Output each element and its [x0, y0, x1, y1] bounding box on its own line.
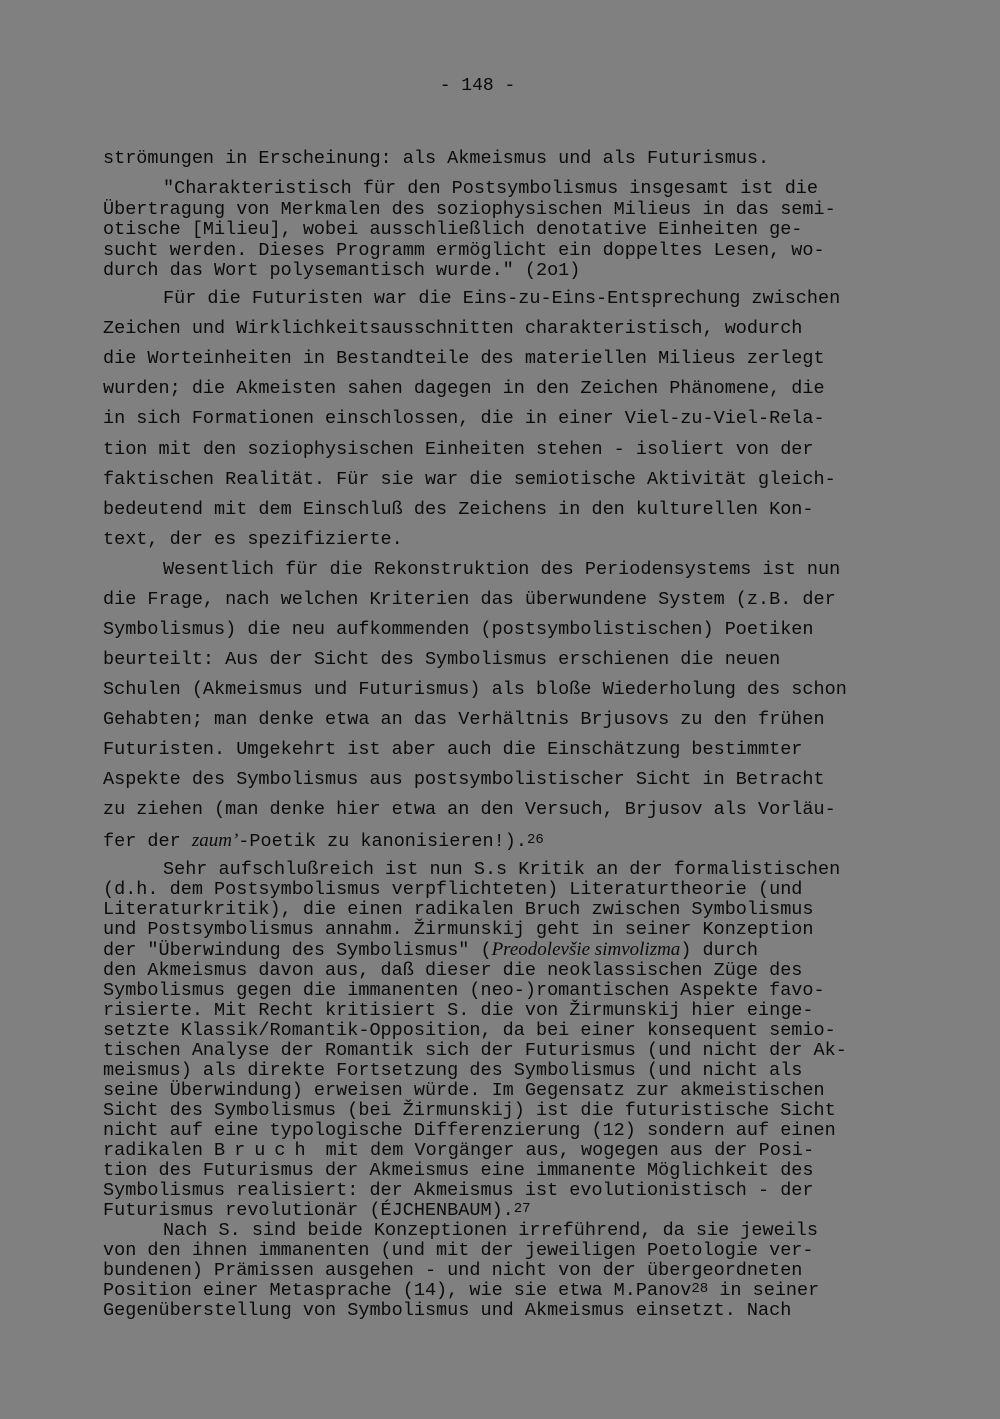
para3-line: den Akmeismus davon aus, daß dieser die neoklassischen Züge des: [103, 960, 803, 981]
para4-line: bundenen) Prämissen ausgehen - und nicht von der übergeordneten: [103, 1260, 803, 1281]
footnote-ref: 28: [691, 1281, 709, 1297]
para3-line: Symbolismus realisiert: der Akmeismus ist evolutionistisch - der: [103, 1180, 814, 1201]
page-number: - 148 -: [439, 76, 516, 96]
para4-panov-line: Position einer Metasprache (14), wie sie etwa M.Panov$^{28}$ in seiner: [103, 1280, 820, 1301]
footnote-ref: 26: [526, 832, 544, 848]
para3-line: Literaturkritik), die einen radikalen Bruch zwischen Symbolismus: [103, 899, 814, 920]
para3-line: tion des Futurismus der Akmeismus eine immanente Möglichkeit des: [103, 1160, 814, 1181]
para2-line: Futuristen. Umgekehrt ist aber auch die Einschätzung bestimmter: [103, 739, 803, 760]
quote-line: Übertragung von Merkmalen des soziophysischen Milieus in das semi-: [103, 199, 836, 220]
para2-line: Wesentlich für die Rekonstruktion des Periodensystems ist nun: [163, 559, 841, 580]
italic-term: zaum’: [191, 830, 239, 851]
para1-line: wurden; die Akmeisten sahen dagegen in den Zeichen Phänomene, die: [103, 378, 825, 399]
para1-line: Zeichen und Wirklichkeitsausschnitten charakteristisch, wodurch: [103, 318, 803, 339]
quote-line: sucht werden. Dieses Programm ermöglicht ein doppeltes Lesen, wo-: [103, 240, 825, 261]
para3-title-line: der "Überwindung des Symbolismus" (Preodolevšie simvolizma) durch: [103, 939, 759, 961]
para3-line: meismus) als direkte Fortsetzung des Symbolismus (und nicht als: [103, 1060, 803, 1081]
para3-line: risierte. Mit Recht kritisiert S. die von Žirmunskij hier einge-: [103, 1000, 814, 1021]
para3-bruch-line: radikalen Bruch mit dem Vorgänger aus, wogegen aus der Posi-: [103, 1140, 815, 1161]
para2-line: beurteilt: Aus der Sicht des Symbolismus erschienen die neuen: [103, 649, 781, 670]
para3-line: und Postsymbolismus annahm. Žirmunskij geht in seiner Konzeption: [103, 919, 814, 940]
para3-line: Symbolismus gegen die immanenten (neo-)romantischen Aspekte favo-: [103, 980, 825, 1001]
para3-line: setzte Klassik/Romantik-Opposition, da bei einer konsequent semio-: [103, 1020, 836, 1041]
para2-line: Symbolismus) die neu aufkommenden (postsymbolistischen) Poetiken: [103, 619, 814, 640]
para3-line: seine Überwindung) erweisen würde. Im Gegensatz zur akmeistischen: [103, 1080, 825, 1101]
para3-line: Sehr aufschlußreich ist nun S.s Kritik an der formalistischen: [163, 859, 841, 880]
para4-line: von den ihnen immanenten (und mit der jeweiligen Poetologie ver-: [103, 1240, 814, 1261]
quote-line: "Charakteristisch für den Postsymbolismus insgesamt ist die: [163, 178, 819, 199]
para4-line: Nach S. sind beide Konzeptionen irreführend, da sie jeweils: [163, 1220, 819, 1241]
para2-line: Schulen (Akmeismus und Futurismus) als bloße Wiederholung des schon: [103, 679, 847, 700]
para3-line: (d.h. dem Postsymbolismus verpflichteten) Literaturtheorie (und: [103, 879, 803, 900]
para4-line: Gegenüberstellung von Symbolismus und Akmeismus einsetzt. Nach: [103, 1300, 792, 1321]
para1-line: text, der es spezifizierte.: [103, 529, 403, 550]
para3-line: tischen Analyse der Romantik sich der Futurismus (und nicht der Ak-: [103, 1040, 847, 1061]
para3-line: Sicht des Symbolismus (bei Žirmunskij) ist die futuristische Sicht: [103, 1100, 836, 1121]
footnote-ref: 27: [513, 1201, 531, 1217]
para3-last-line: Futurismus revolutionär (ÉJCHENBAUM).$^{27}$: [103, 1200, 531, 1221]
spaced-emphasis: Bruch: [214, 1140, 315, 1161]
para3-line: nicht auf eine typologische Differenzierung (12) sondern auf einen: [103, 1120, 836, 1141]
para2-line: zu ziehen (man denke hier etwa an den Versuch, Brjusov als Vorläu-: [103, 799, 836, 820]
para1-line: faktischen Realität. Für sie war die semiotische Aktivität gleich-: [103, 469, 836, 490]
para1-line: die Worteinheiten in Bestandteile des materiellen Milieus zerlegt: [103, 348, 825, 369]
para1-line: tion mit den soziophysischen Einheiten stehen - isoliert von der: [103, 439, 814, 460]
intro-line: strömungen in Erscheinung: als Akmeismus und als Futurismus.: [103, 148, 770, 169]
para2-last-line: fer der zaum’-Poetik zu kanonisieren!).$^{26}$: [103, 830, 544, 852]
italic-title: Preodolevšie simvolizma: [491, 939, 681, 960]
quote-line: otische [Milieu], wobei ausschließlich denotative Einheiten ge-: [103, 219, 803, 240]
para1-line: in sich Formationen einschlossen, die in einer Viel-zu-Viel-Rela-: [103, 408, 825, 429]
para1-line: Für die Futuristen war die Eins-zu-Eins-Entsprechung zwischen: [163, 288, 841, 309]
quote-line: durch das Wort polysemantisch wurde." (2o1): [103, 260, 581, 281]
para2-line: Gehabten; man denke etwa an das Verhältnis Brjusovs zu den frühen: [103, 709, 825, 730]
para2-line: Aspekte des Symbolismus aus postsymbolistischer Sicht in Betracht: [103, 769, 825, 790]
para1-line: bedeutend mit dem Einschluß des Zeichens in den kulturellen Kon-: [103, 499, 814, 520]
para2-line: die Frage, nach welchen Kriterien das überwundene System (z.B. der: [103, 589, 836, 610]
